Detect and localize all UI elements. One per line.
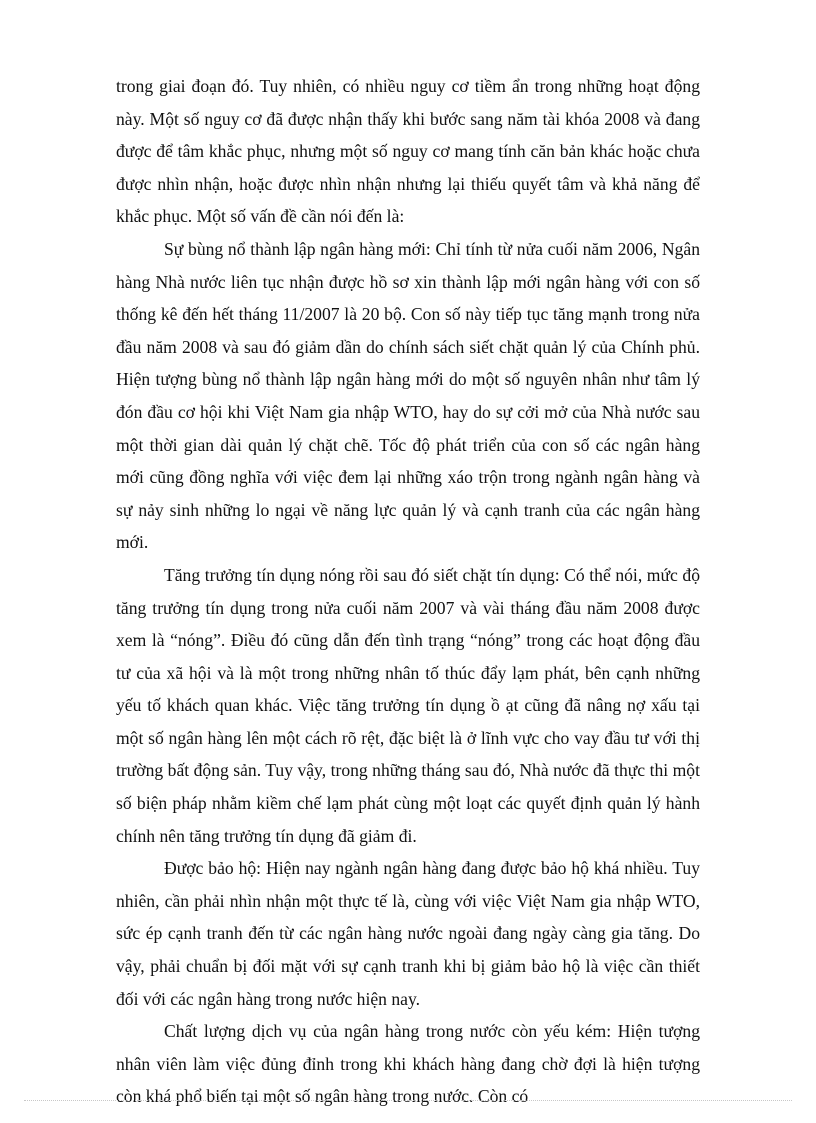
paragraph-service-quality: Chất lượng dịch vụ của ngân hàng trong nước còn yếu kém: Hiện tượng nhân viên làm việc đủng đỉnh trong khi khách hàng đang chờ đợi là hiện tượng còn khá phổ biến tại một số ngân hàng trong nước. Còn có [116,1021,700,1107]
footer-divider [24,1100,792,1101]
paragraph-new-bank-boom: Sự bùng nổ thành lập ngân hàng mới: Chỉ tính từ nửa cuối năm 2006, Ngân hàng Nhà nước liên tục nhận được hồ sơ xin thành lập mới ngân hàng với con số thống kê đến hết tháng 11/2007 là 20 bộ. Con số này tiếp tục tăng mạnh trong nửa đầu năm 2008 và sau đó giảm dần do chính sách siết chặt quản lý của Chính phủ. Hiện tượng bùng nổ thành lập ngân hàng mới do một số nguyên nhân như tâm lý đón đầu cơ hội khi Việt Nam gia nhập WTO, hay do sự cởi mở của Nhà nước sau một thời gian dài quản lý chặt chẽ. Tốc độ phát triển của con số các ngân hàng mới cũng đồng nghĩa với việc đem lại những xáo trộn trong ngành ngân hàng và sự nảy sinh những lo ngại về năng lực quản lý và cạnh tranh của các ngân hàng mới. [116,238,700,553]
paragraph-protection: Được bảo hộ: Hiện nay ngành ngân hàng đang được bảo hộ khá nhiều. Tuy nhiên, cần phải nhìn nhận một thực tế là, cùng với việc Việt Nam gia nhập WTO, sức ép cạnh tranh đến từ các ngân hàng nước ngoài đang ngày càng gia tăng. Do vậy, phải chuẩn bị đối mặt với sự cạnh tranh khi bị giảm bảo hộ là việc cần thiết đối với các ngân hàng trong nước hiện nay. [116,858,700,1009]
paragraph-continuation: trong giai đoạn đó. Tuy nhiên, có nhiều nguy cơ tiềm ẩn trong những hoạt động này. Một số nguy cơ đã được nhận thấy khi bước sang năm tài khóa 2008 và đang được để tâm khắc phục, nhưng một số nguy cơ mang tính căn bản khác hoặc chưa được nhìn nhận, hoặc được nhìn nhận nhưng lại thiếu quyết tâm và khả năng để khắc phục. Một số vấn đề cần nói đến là: [116,76,700,227]
paragraph-credit-growth: Tăng trưởng tín dụng nóng rồi sau đó siết chặt tín dụng: Có thể nói, mức độ tăng trưởng tín dụng trong nửa cuối năm 2007 và vài tháng đầu năm 2008 được xem là “nóng”. Điều đó cũng dẫn đến tình trạng “nóng” trong các hoạt động đầu tư của xã hội và là một trong những nhân tố thúc đẩy lạm phát, bên cạnh những yếu tố khách quan khác. Việc tăng trưởng tín dụng ồ ạt cũng đã nâng nợ xấu tại một số ngân hàng lên một cách rõ rệt, đặc biệt là ở lĩnh vực cho vay đầu tư với thị trường bất động sản. Tuy vậy, trong những tháng sau đó, Nhà nước đã thực thi một số biện pháp nhằm kiềm chế lạm phát cùng một loạt các quyết định quản lý hành chính nên tăng trưởng tín dụng đã giảm đi. [116,564,700,846]
body-text [116,70,700,1113]
